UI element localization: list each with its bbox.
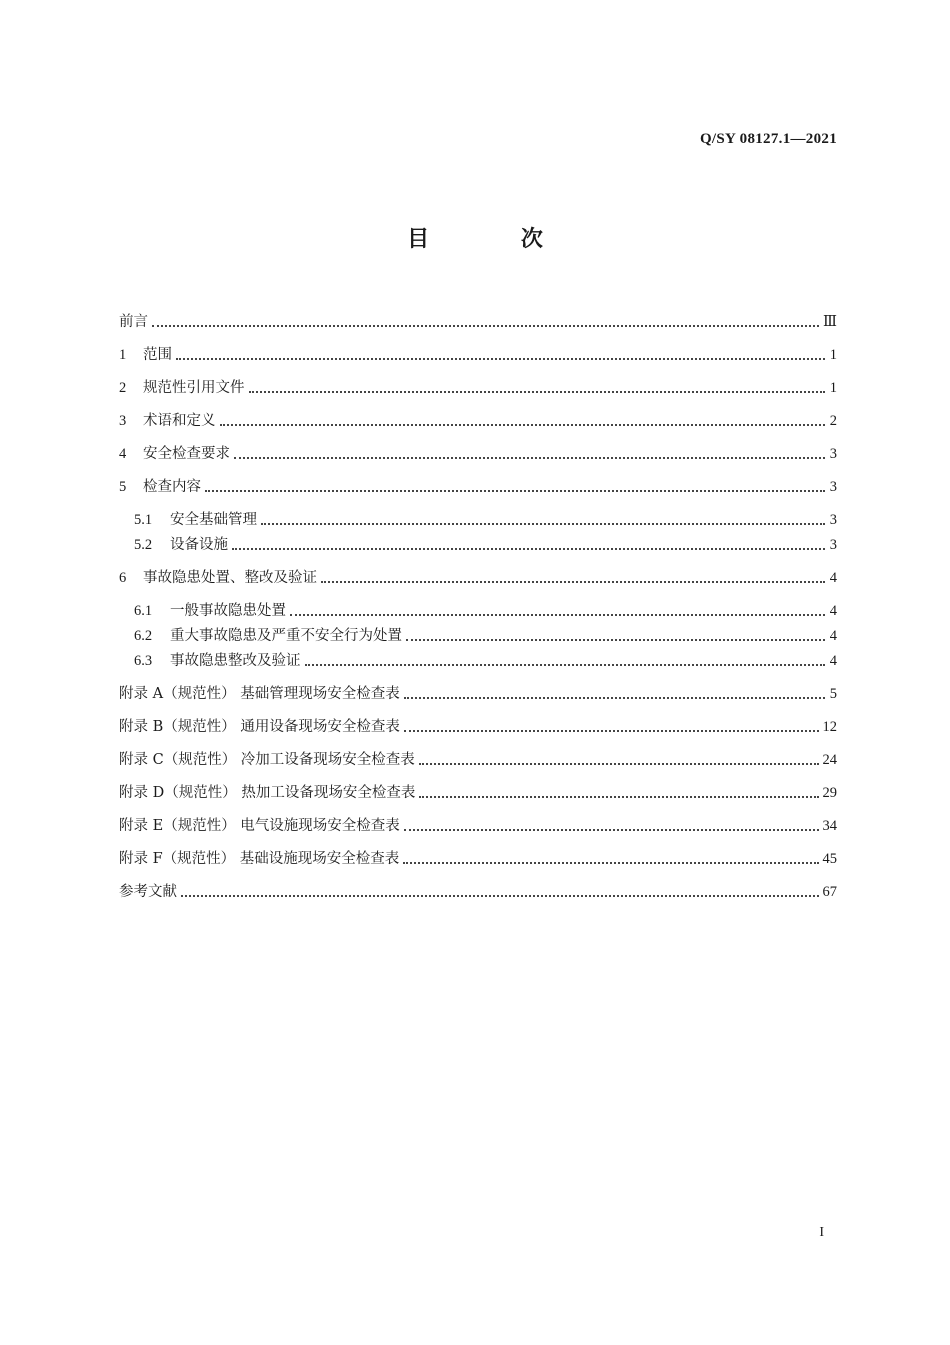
toc-leader-dots bbox=[205, 489, 825, 492]
toc-page-number: 3 bbox=[829, 512, 837, 528]
toc-leader-dots bbox=[404, 729, 819, 732]
toc-leader-dots bbox=[404, 828, 819, 831]
toc-number: 4 bbox=[119, 446, 127, 462]
toc-label: 规范性引用文件 bbox=[143, 380, 245, 396]
toc-label: 设备设施 bbox=[170, 537, 228, 553]
toc-leader-dots bbox=[234, 456, 825, 459]
toc-number: 6.3 bbox=[134, 653, 153, 669]
toc-label: 事故隐患处置、整改及验证 bbox=[143, 570, 317, 586]
toc-page-number: 4 bbox=[829, 570, 837, 586]
toc-label: 安全基础管理 bbox=[170, 512, 257, 528]
toc-number: 3 bbox=[119, 413, 127, 429]
toc-leader-dots bbox=[232, 547, 825, 550]
toc-number: 6 bbox=[119, 570, 127, 586]
toc-label: 附录 D（规范性） 热加工设备现场安全检查表 bbox=[119, 785, 416, 801]
toc-entry-foreword[interactable] bbox=[119, 310, 837, 332]
toc-entry-5[interactable] bbox=[119, 475, 837, 497]
toc-leader-dots bbox=[404, 696, 825, 699]
toc-label: 检查内容 bbox=[143, 479, 201, 495]
toc-page-number: 12 bbox=[822, 719, 837, 735]
toc-leader-dots bbox=[419, 762, 819, 765]
toc-leader-dots bbox=[419, 795, 818, 798]
toc-entry-appendix-d[interactable] bbox=[119, 781, 837, 803]
toc-leader-dots bbox=[176, 357, 825, 360]
toc-leader-dots bbox=[181, 894, 819, 897]
toc-leader-dots bbox=[249, 390, 826, 393]
toc-entry-appendix-a[interactable] bbox=[119, 682, 837, 704]
toc-entry-6-2[interactable] bbox=[134, 624, 837, 646]
toc-page-number: 2 bbox=[829, 413, 837, 429]
toc-number: 5.2 bbox=[134, 537, 153, 553]
toc-page-number: 67 bbox=[822, 884, 837, 900]
toc-label: 附录 B（规范性） 通用设备现场安全检查表 bbox=[119, 719, 400, 735]
toc-page-number: 45 bbox=[822, 851, 837, 867]
toc-page-number: 4 bbox=[829, 603, 837, 619]
toc-leader-dots bbox=[321, 580, 825, 583]
toc-number: 5.1 bbox=[134, 512, 153, 528]
toc-page-number: 24 bbox=[822, 752, 837, 768]
toc-entry-6[interactable] bbox=[119, 566, 837, 588]
toc-entry-5-2[interactable] bbox=[134, 533, 837, 555]
toc-label: 范围 bbox=[143, 347, 172, 363]
toc-page-number: 3 bbox=[829, 446, 837, 462]
toc-page-number: 29 bbox=[822, 785, 837, 801]
toc-number: 1 bbox=[119, 347, 127, 363]
toc-label: 附录 C（规范性） 冷加工设备现场安全检查表 bbox=[119, 752, 415, 768]
toc-leader-dots bbox=[152, 324, 819, 327]
toc-page-number: 5 bbox=[829, 686, 837, 702]
toc-number: 6.1 bbox=[134, 603, 153, 619]
toc-leader-dots bbox=[403, 861, 818, 864]
toc-entry-2[interactable] bbox=[119, 376, 837, 398]
toc-page-number: 4 bbox=[829, 653, 837, 669]
toc-entry-1[interactable] bbox=[119, 343, 837, 365]
toc-number: 2 bbox=[119, 380, 127, 396]
toc-entry-6-1[interactable] bbox=[134, 599, 837, 621]
toc-page-number: Ⅲ bbox=[823, 314, 837, 330]
toc-leader-dots bbox=[406, 638, 825, 641]
toc-label: 安全检查要求 bbox=[143, 446, 230, 462]
standard-code: Q/SY 08127.1—2021 bbox=[699, 131, 837, 147]
toc-entry-3[interactable] bbox=[119, 409, 837, 431]
toc-entry-appendix-f[interactable] bbox=[119, 847, 837, 869]
page-number: I bbox=[819, 1225, 824, 1240]
toc-leader-dots bbox=[305, 663, 826, 666]
toc-leader-dots bbox=[220, 423, 826, 426]
toc-label: 一般事故隐患处置 bbox=[170, 603, 286, 619]
toc-entry-bibliography[interactable] bbox=[119, 880, 837, 902]
toc-page-number: 3 bbox=[829, 537, 837, 553]
toc-leader-dots bbox=[261, 522, 825, 525]
toc-label: 事故隐患整改及验证 bbox=[170, 653, 301, 669]
toc-page-number: 1 bbox=[829, 380, 837, 396]
toc-entry-appendix-e[interactable] bbox=[119, 814, 837, 836]
toc-label: 附录 A（规范性） 基础管理现场安全检查表 bbox=[119, 686, 400, 702]
toc-label: 前言 bbox=[119, 314, 148, 330]
toc-number: 5 bbox=[119, 479, 127, 495]
toc-page-number: 4 bbox=[829, 628, 837, 644]
toc-label: 重大事故隐患及严重不安全行为处置 bbox=[170, 628, 402, 644]
toc-leader-dots bbox=[290, 613, 825, 616]
toc-label: 附录 E（规范性） 电气设施现场安全检查表 bbox=[119, 818, 400, 834]
toc-page-number: 1 bbox=[829, 347, 837, 363]
toc-label: 术语和定义 bbox=[143, 413, 216, 429]
toc-page-number: 34 bbox=[822, 818, 837, 834]
page-title: 目 次 bbox=[407, 227, 585, 252]
toc-page-number: 3 bbox=[829, 479, 837, 495]
toc-label: 参考文献 bbox=[119, 884, 177, 900]
toc-entry-4[interactable] bbox=[119, 442, 837, 464]
toc-number: 6.2 bbox=[134, 628, 153, 644]
toc-entry-appendix-c[interactable] bbox=[119, 748, 837, 770]
toc-entry-5-1[interactable] bbox=[134, 508, 837, 530]
toc-entry-appendix-b[interactable] bbox=[119, 715, 837, 737]
toc-label: 附录 F（规范性） 基础设施现场安全检查表 bbox=[119, 851, 400, 867]
toc-entry-6-3[interactable] bbox=[134, 649, 837, 671]
